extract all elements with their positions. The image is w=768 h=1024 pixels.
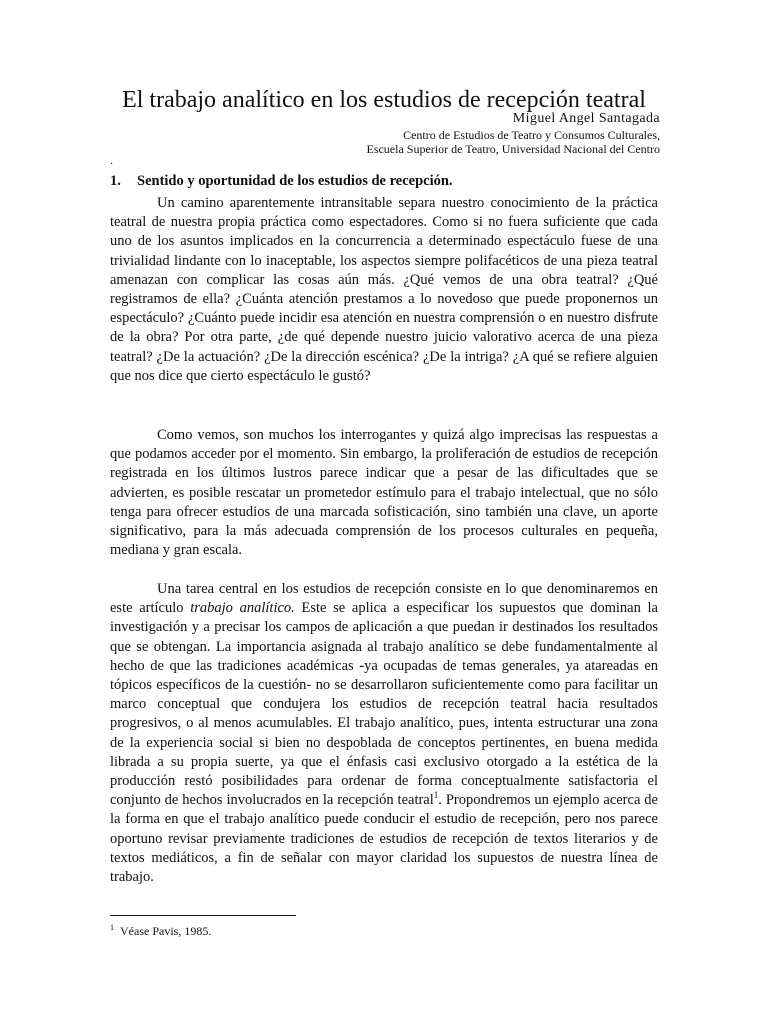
document-title: El trabajo analítico en los estudios de recepción teatral [122,87,646,113]
paragraph-3-text-middle: Este se aplica a especificar los supuestos que dominan la investigación y a precisar los campos de aplicación a que puedan ir destinados los resultados que se obtengan. La importancia asignada al trabajo analítico se debe fundamentalmente al hecho de que las tradiciones académicas -ya ocupadas de temas generales, ya atareadas en tópicos específicos de la cuestión- no se desarrollaron suficientemente como para facilitar un marco conceptual que condujera los estudios de recepción teatral hacia resultados progresivos, o al menos acumulables. El trabajo analítico, pues, intenta estructurar una zona de la experiencia social si bien no despoblada de conceptos pertinentes, en buena medida librada a su propia suerte, ya que el énfasis casi exclusivo otorgado a la estética de la producción restó posibilidades para ordenar de forma conceptualmente satisfactoria el conjunto de hechos involucrados en la recepción teatral [110,600,658,809]
footnote-reference[interactable]: 1 [433,790,439,801]
author-affiliation-line-1: Centro de Estudios de Teatro y Consumos Culturales, [403,128,660,142]
section-heading [110,171,453,191]
section-heading-text: Sentido y oportunidad de los estudios de recepción. [137,173,453,189]
paragraph-3-text-start: Una tarea central en los estudios de recepción consiste en lo que denominaremos en este artículo [110,581,658,617]
body-paragraph-1: Un camino aparentemente intransitable separa nuestro conocimiento de la práctica teatral de nuestra propia práctica como espectadores. Como si no fuera suficiente que cada uno de los asuntos implicados en la concurrencia a determinado espectáculo fuese de una trivialidad lindante con lo inaceptable, los aspectos siempre polifacéticos de una pieza teatral amenazan con complicar las cosas aún más. ¿Qué vemos de una obra teatral? ¿Qué registramos de ella? ¿Cuánta atención prestamos a lo novedoso que puede proponernos un espectáculo? ¿Cuánto puede incidir esa atención en nuestra comprensión o en nuestro disfrute de la obra? Por otra parte, ¿de qué depende nuestro juicio valorativo acerca de una pieza teatral? ¿De la actuación? ¿De la dirección escénica? ¿De la intriga? ¿A qué se refiere alguien que nos dice que cierto espectáculo le gustó? [110,195,658,384]
stray-period-mark: . [110,153,113,167]
footnote-text: Véase Pavis, 1985. [120,924,212,938]
author-name: Miguel Angel Santagada [512,111,660,126]
body-paragraph-2: Como vemos, son muchos los interrogantes y quizá algo imprecisas las respuestas a que podamos acceder por el momento. Sin embargo, la proliferación de estudios de recepción registrada en los últimos lustros parece indicar que a pesar de las dificultades que se advierten, es posible rescatar un prometedor estímulo para el trabajo intelectual, que no sólo tenga para ofrecer estudios de una marcada sofisticación, sino también una clave, un aporte significativo, para la más adecuada comprensión de los procesos culturales en pequeña, mediana y gran escala. [110,427,658,559]
paragraph-3-italic-term: trabajo analítico. [190,600,295,617]
body-paragraph-3 [110,580,658,887]
footnote [110,920,211,939]
section-number: 1. [110,173,121,189]
footnote-marker: 1 [110,923,114,932]
footnote-separator-rule [110,915,296,916]
paragraph-3-text-end: . Propondremos un ejemplo acerca de la forma en que el trabajo analítico puede conducir el estudio de recepción, pero nos parece oportuno revisar previamente tradiciones de estudios de recepción de textos literarios y de textos mediáticos, a fin de señalar con mayor claridad los supuestos de nuestra línea de trabajo. [110,792,658,886]
author-affiliation-line-2: Escuela Superior de Teatro, Universidad Nacional del Centro [366,142,660,156]
